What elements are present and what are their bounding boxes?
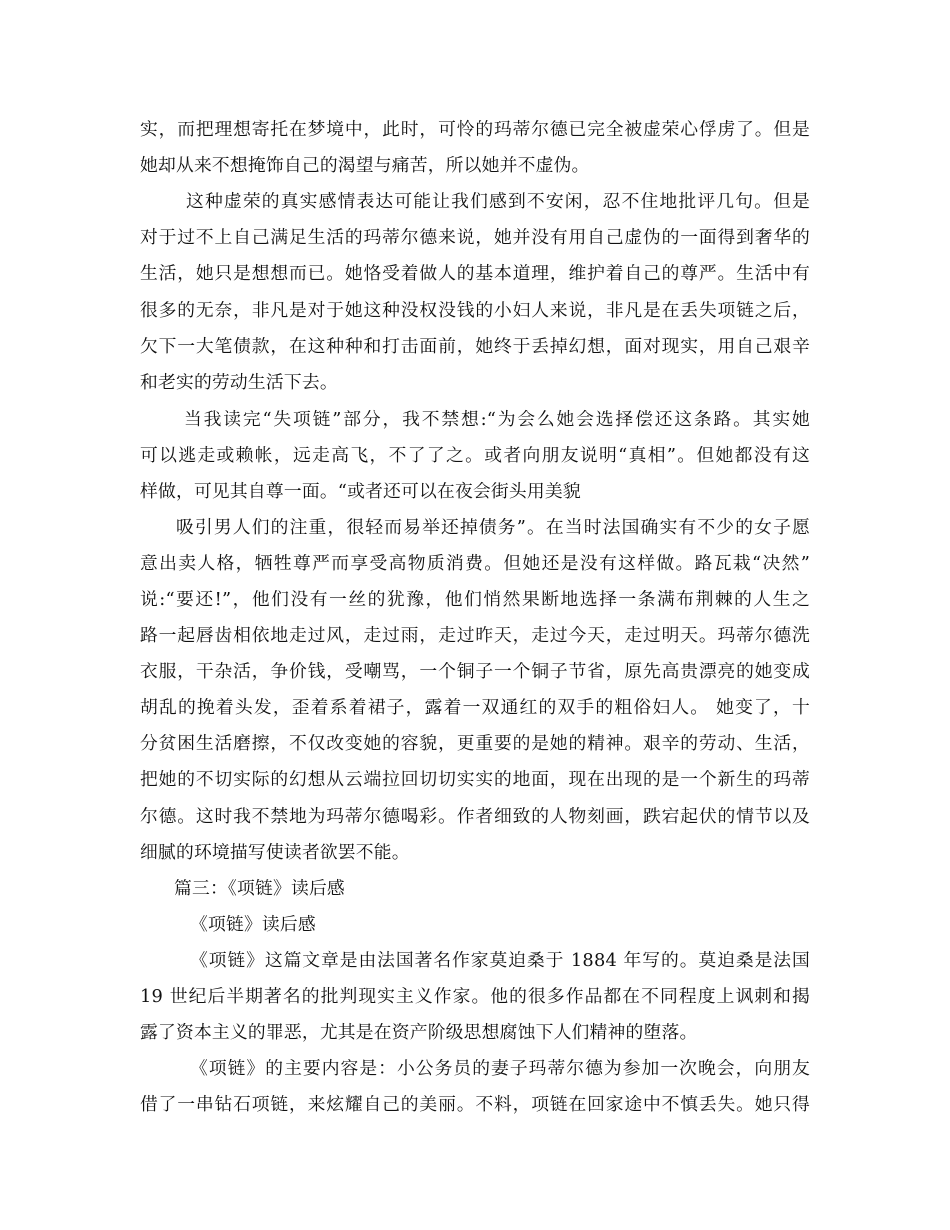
text-line: 《项链》的主要内容是：小公务员的妻子玛蒂尔德为参加一次晚会，向朋友 xyxy=(190,1058,810,1079)
text-line: 吸引男人们的注重，很轻而易举还掉债务”。在当时法国确实有不少的女子愿 xyxy=(176,517,810,538)
text-line: 当我读完“失项链”部分，我不禁想:“为会么她会选择偿还这条路。其实她 xyxy=(184,409,810,430)
text-line: 路一起唇齿相依地走过风，走过雨，走过昨天，走过今天，走过明天。玛蒂尔德洗 xyxy=(140,625,810,646)
text-line: 把她的不切实际的幻想从云端拉回切切实实的地面，现在出现的是一个新生的玛蒂 xyxy=(140,769,810,790)
text-line: 胡乱的挽着头发，歪着系着裙子，露着一双通红的双手的粗俗妇人。 她变了，十 xyxy=(140,697,810,718)
text-line: 19 世纪后半期著名的批判现实主义作家。他的很多作品都在不同程度上讽刺和揭 xyxy=(140,986,810,1007)
text-line: 实，而把理想寄托在梦境中，此时，可怜的玛蒂尔德已完全被虚荣心俘虏了。但是 xyxy=(140,119,810,140)
subheading: 《项链》读后感 xyxy=(190,914,316,935)
text-line: 细腻的环境描写使读者欲罢不能。 xyxy=(140,842,410,863)
text-line: 说:“要还!”，他们没有一丝的犹豫，他们悄然果断地选择一条满布荆棘的人生之 xyxy=(140,589,810,610)
text-line: 意出卖人格，牺牲尊严而享受高物质消费。但她还是没有这样做。路瓦栽“决然” xyxy=(140,553,810,574)
text-line: 露了资本主义的罪恶，尤其是在资产阶级思想腐蚀下人们精神的堕落。 xyxy=(140,1022,698,1043)
text-line: 尔德。这时我不禁地为玛蒂尔德喝彩。作者细致的人物刻画，跌宕起伏的情节以及 xyxy=(140,806,810,827)
text-line: 《项链》这篇文章是由法国著名作家莫迫桑于 1884 年写的。莫迫桑是法国 xyxy=(190,950,810,971)
text-line: 她却从来不想掩饰自己的渴望与痛苦，所以她并不虚伪。 xyxy=(140,155,590,176)
text-line: 欠下一大笔债款，在这种种和打击面前，她终于丢掉幻想，面对现实，用自己艰辛 xyxy=(140,336,810,357)
text-line: 可以逃走或赖帐，远走高飞，不了了之。或者向朋友说明“真相”。但她都没有这 xyxy=(140,445,810,466)
text-line: 对于过不上自己满足生活的玛蒂尔德来说，她并没有用自己虚伪的一面得到奢华的 xyxy=(140,227,810,248)
text-line: 分贫困生活磨擦，不仅改变她的容貌，更重要的是她的精神。艰辛的劳动、生活， xyxy=(140,733,810,754)
text-line: 借了一串钻石项链，来炫耀自己的美丽。不料，项链在回家途中不慎丢失。她只得 xyxy=(140,1094,810,1115)
text-line: 衣服，干杂活，争价钱，受嘲骂，一个铜子一个铜子节省，原先高贵漂亮的她变成 xyxy=(140,661,810,682)
text-line: 和老实的劳动生活下去。 xyxy=(140,372,338,393)
text-line: 样做，可见其自尊一面。“或者还可以在夜会街头用美貌 xyxy=(140,481,581,502)
section-heading: 篇三：《项链》读后感 xyxy=(174,878,345,899)
text-line: 很多的无奈，非凡是对于她这种没权没钱的小妇人来说，非凡是在丢失项链之后， xyxy=(140,300,810,321)
text-line: 生活，她只是想想而已。她恪受着做人的基本道理，维护着自己的尊严。生活中有 xyxy=(140,263,810,284)
text-line: 这种虚荣的真实感情表达可能让我们感到不安闲，忍不住地批评几句。但是 xyxy=(186,191,810,212)
